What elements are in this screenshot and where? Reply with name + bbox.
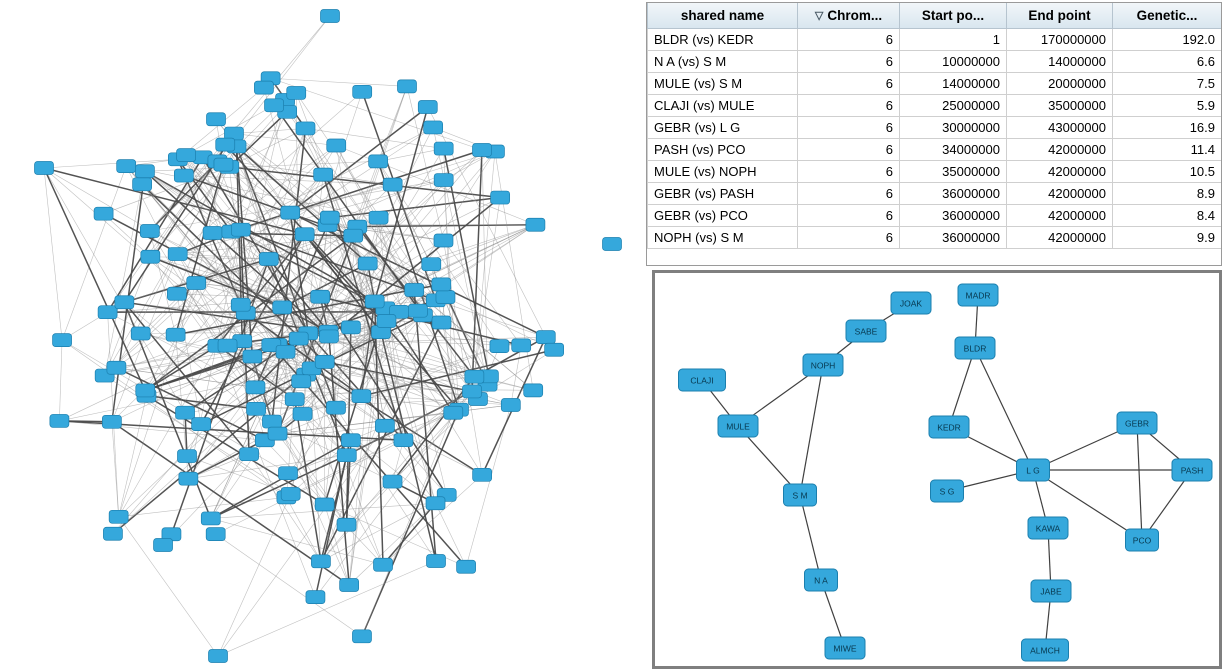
table-row[interactable] — [648, 117, 1222, 139]
network-canvas-subgraph[interactable] — [655, 273, 1219, 666]
network-node[interactable] — [501, 398, 520, 411]
network-node[interactable] — [53, 334, 72, 347]
network-node[interactable] — [140, 224, 159, 237]
network-node[interactable] — [536, 331, 555, 344]
network-node[interactable] — [192, 418, 211, 431]
network-node[interactable] — [176, 406, 195, 419]
network-node[interactable] — [426, 497, 445, 510]
table-row[interactable] — [648, 139, 1222, 161]
network-node[interactable] — [311, 290, 330, 303]
subgraph-node[interactable] — [1031, 580, 1071, 602]
network-node[interactable] — [545, 343, 564, 356]
subgraph-node-label: KEDR — [937, 422, 961, 433]
network-node[interactable] — [306, 591, 325, 604]
subgraph-node[interactable] — [679, 369, 726, 391]
subgraph-node-label: N A — [814, 575, 828, 586]
table-cell-genetic: 5.9 — [1113, 95, 1222, 117]
table-cell-genetic: 10.5 — [1113, 161, 1222, 183]
column-header-chromosome[interactable] — [798, 3, 900, 29]
network-node[interactable] — [174, 169, 193, 182]
network-node[interactable] — [352, 390, 371, 403]
network-edge[interactable] — [218, 561, 436, 656]
subgraph-node[interactable] — [1172, 459, 1212, 481]
table-cell-genetic: 8.9 — [1113, 183, 1222, 205]
network-node[interactable] — [457, 560, 476, 573]
network-node[interactable] — [246, 381, 265, 394]
network-node[interactable] — [490, 340, 509, 353]
network-node[interactable] — [102, 415, 121, 428]
table-cell-chrom: 6 — [798, 95, 900, 117]
network-node[interactable] — [289, 332, 308, 345]
network-node[interactable] — [287, 86, 306, 99]
network-node[interactable] — [281, 206, 300, 219]
table-cell-chrom: 6 — [798, 205, 900, 227]
subgraph-node[interactable] — [1126, 529, 1159, 551]
table-row[interactable] — [648, 183, 1222, 205]
network-node[interactable] — [424, 121, 443, 134]
table-cell-end: 20000000 — [1007, 73, 1113, 95]
table-cell-genetic: 8.4 — [1113, 205, 1222, 227]
table-cell-chrom: 6 — [798, 117, 900, 139]
table-cell-genetic: 9.9 — [1113, 227, 1222, 249]
subgraph-node-label: MADR — [965, 290, 991, 301]
subgraph-node[interactable] — [1022, 639, 1069, 661]
table-cell-chrom: 6 — [798, 29, 900, 51]
network-edge[interactable] — [445, 297, 488, 376]
table-cell-name: MULE (vs) NOPH — [648, 161, 798, 183]
network-node[interactable] — [369, 155, 388, 168]
table-cell-end: 42000000 — [1007, 161, 1113, 183]
table-cell-genetic: 16.9 — [1113, 117, 1222, 139]
network-node[interactable] — [35, 162, 54, 175]
table-cell-genetic: 6.6 — [1113, 51, 1222, 73]
network-node[interactable] — [154, 538, 173, 551]
table-row[interactable] — [648, 227, 1222, 249]
network-node[interactable] — [321, 10, 340, 23]
table-row[interactable] — [648, 95, 1222, 117]
table-cell-genetic: 7.5 — [1113, 73, 1222, 95]
table-cell-end: 42000000 — [1007, 227, 1113, 249]
subgraph-edge[interactable] — [800, 495, 821, 580]
column-header-end-point-label: End point — [1028, 8, 1091, 23]
table-cell-chrom: 6 — [798, 51, 900, 73]
network-node[interactable] — [214, 158, 233, 171]
network-view-subgraph[interactable] — [652, 270, 1222, 669]
subgraph-node[interactable] — [1017, 459, 1050, 481]
results-table-panel[interactable] — [646, 2, 1222, 266]
table-cell-chrom: 6 — [798, 161, 900, 183]
table-cell-name: GEBR (vs) PCO — [648, 205, 798, 227]
network-node[interactable] — [273, 301, 292, 314]
subgraph-node-label: MIWE — [833, 643, 857, 654]
table-cell-name: GEBR (vs) L G — [648, 117, 798, 139]
table-row[interactable] — [648, 205, 1222, 227]
network-node[interactable] — [358, 257, 377, 270]
network-node[interactable] — [337, 518, 356, 531]
column-header-start-point-label: Start po... — [921, 8, 985, 23]
subgraph-node[interactable] — [958, 284, 998, 306]
table-cell-start: 14000000 — [900, 73, 1007, 95]
table-body — [648, 29, 1222, 249]
table-cell-genetic: 192.0 — [1113, 29, 1222, 51]
column-header-genetic-label: Genetic... — [1136, 8, 1198, 23]
network-node[interactable] — [107, 361, 126, 374]
network-node[interactable] — [418, 100, 437, 113]
network-node[interactable] — [422, 258, 441, 271]
network-node[interactable] — [326, 401, 345, 414]
network-node[interactable] — [179, 472, 198, 485]
network-node[interactable] — [327, 139, 346, 152]
subgraph-edges — [702, 295, 1192, 650]
network-node[interactable] — [285, 393, 304, 406]
network-node[interactable] — [115, 296, 134, 309]
network-node[interactable] — [405, 284, 424, 297]
network-edge[interactable] — [44, 168, 62, 340]
network-node[interactable] — [136, 384, 155, 397]
network-node[interactable] — [135, 165, 154, 178]
network-node[interactable] — [254, 81, 273, 94]
subgraph-node[interactable] — [929, 416, 969, 438]
subgraph-node[interactable] — [955, 337, 995, 359]
network-node[interactable] — [365, 295, 384, 308]
network-node[interactable] — [295, 228, 314, 241]
network-edge[interactable] — [466, 405, 511, 567]
network-node[interactable] — [117, 160, 136, 173]
network-node[interactable] — [434, 142, 453, 155]
table-cell-start: 36000000 — [900, 183, 1007, 205]
table-cell-name: BLDR (vs) KEDR — [648, 29, 798, 51]
table-header-row — [648, 3, 1222, 29]
table-cell-start: 35000000 — [900, 161, 1007, 183]
network-node[interactable] — [178, 450, 197, 463]
network-node[interactable] — [397, 80, 416, 93]
network-node[interactable] — [394, 434, 413, 447]
network-node[interactable] — [524, 384, 543, 397]
network-node[interactable] — [216, 138, 235, 151]
column-header-start-point[interactable] — [900, 3, 1007, 29]
network-node[interactable] — [50, 414, 69, 427]
table-cell-end: 14000000 — [1007, 51, 1113, 73]
network-node[interactable] — [436, 291, 455, 304]
network-node[interactable] — [247, 402, 266, 415]
table-cell-start: 36000000 — [900, 227, 1007, 249]
network-edge[interactable] — [234, 134, 336, 146]
network-node[interactable] — [240, 448, 259, 461]
table-cell-end: 35000000 — [1007, 95, 1113, 117]
network-node[interactable] — [209, 650, 228, 663]
subgraph-node[interactable] — [825, 637, 865, 659]
network-edge[interactable] — [44, 159, 178, 168]
network-node[interactable] — [131, 327, 150, 340]
subgraph-node[interactable] — [846, 320, 886, 342]
network-node[interactable] — [353, 85, 372, 98]
table-cell-end: 170000000 — [1007, 29, 1113, 51]
network-edge[interactable] — [59, 421, 277, 434]
column-header-chromosome-label: Chrom... — [827, 8, 883, 23]
network-node[interactable] — [262, 415, 281, 428]
network-node[interactable] — [314, 168, 333, 181]
network-edge[interactable] — [218, 494, 291, 656]
network-node[interactable] — [432, 278, 451, 291]
table-cell-start: 25000000 — [900, 95, 1007, 117]
subgraph-node[interactable] — [805, 569, 838, 591]
network-node[interactable] — [377, 315, 396, 328]
network-node[interactable] — [444, 406, 463, 419]
network-node[interactable] — [319, 330, 338, 343]
network-node[interactable] — [98, 306, 117, 319]
network-node[interactable] — [374, 558, 393, 571]
network-node[interactable] — [201, 512, 220, 525]
network-node[interactable] — [491, 191, 510, 204]
network-node[interactable] — [206, 528, 225, 541]
network-node[interactable] — [281, 487, 300, 500]
table-cell-chrom: 6 — [798, 227, 900, 249]
table-cell-chrom: 6 — [798, 183, 900, 205]
table-cell-start: 1 — [900, 29, 1007, 51]
network-node[interactable] — [231, 223, 250, 236]
table-cell-start: 30000000 — [900, 117, 1007, 139]
subgraph-edge[interactable] — [975, 348, 1033, 470]
network-node[interactable] — [231, 298, 250, 311]
network-node[interactable] — [337, 449, 356, 462]
subgraph-node-label: L G — [1026, 465, 1040, 476]
network-node[interactable] — [315, 498, 334, 511]
network-node[interactable] — [166, 328, 185, 341]
network-node[interactable] — [268, 427, 287, 440]
table-row[interactable] — [648, 161, 1222, 183]
network-node[interactable] — [141, 250, 160, 263]
network-node[interactable] — [315, 355, 334, 368]
network-node[interactable] — [109, 510, 128, 523]
network-node[interactable] — [259, 253, 278, 266]
network-node[interactable] — [311, 555, 330, 568]
subgraph-node[interactable] — [718, 415, 758, 437]
network-edge[interactable] — [349, 503, 435, 585]
subgraph-node-label: GEBR — [1124, 418, 1150, 429]
subgraph-node-label: JABE — [1040, 586, 1062, 597]
network-node[interactable] — [133, 178, 152, 191]
column-header-shared-name-label: shared name — [680, 8, 765, 23]
subgraph-node-label: PCO — [1132, 535, 1152, 546]
network-node[interactable] — [341, 434, 360, 447]
column-header-genetic[interactable] — [1113, 3, 1222, 29]
network-node[interactable] — [462, 385, 481, 398]
subgraph-node-label: KAWA — [1035, 523, 1061, 534]
network-node[interactable] — [187, 276, 206, 289]
network-node[interactable] — [218, 339, 237, 352]
network-node[interactable] — [177, 149, 196, 162]
table-cell-chrom: 6 — [798, 139, 900, 161]
network-node[interactable] — [203, 226, 222, 239]
table-cell-end: 42000000 — [1007, 205, 1113, 227]
network-node[interactable] — [344, 229, 363, 242]
network-node[interactable] — [473, 144, 492, 157]
network-node[interactable] — [320, 211, 339, 224]
network-node[interactable] — [434, 174, 453, 187]
subgraph-node[interactable] — [1028, 517, 1068, 539]
network-node[interactable] — [383, 475, 402, 488]
network-edge[interactable] — [378, 86, 407, 161]
network-node[interactable] — [296, 122, 315, 135]
network-node[interactable] — [341, 321, 360, 334]
network-node[interactable] — [265, 99, 284, 112]
subgraph-node-label: BLDR — [963, 343, 987, 354]
table-cell-end: 42000000 — [1007, 183, 1113, 205]
subgraph-node-label: S G — [939, 486, 955, 497]
network-node[interactable] — [526, 218, 545, 231]
network-node[interactable] — [603, 238, 622, 251]
subgraph-node-label: S M — [792, 490, 808, 501]
subgraph-node[interactable] — [803, 354, 843, 376]
network-node[interactable] — [243, 350, 262, 363]
subgraph-node-label: CLAJI — [690, 375, 714, 386]
subgraph-edge[interactable] — [949, 348, 975, 427]
table-cell-start: 36000000 — [900, 205, 1007, 227]
network-node[interactable] — [278, 467, 297, 480]
table-cell-name: NOPH (vs) S M — [648, 227, 798, 249]
network-node[interactable] — [512, 339, 531, 352]
table-cell-start: 34000000 — [900, 139, 1007, 161]
network-node[interactable] — [168, 248, 187, 261]
table-cell-name: GEBR (vs) PASH — [648, 183, 798, 205]
table-cell-name: CLAJI (vs) MULE — [648, 95, 798, 117]
subgraph-node[interactable] — [891, 292, 931, 314]
subgraph-node[interactable] — [931, 480, 964, 502]
network-node[interactable] — [408, 304, 427, 317]
network-edge[interactable] — [59, 340, 62, 421]
network-node[interactable] — [427, 554, 446, 567]
network-node[interactable] — [473, 468, 492, 481]
network-node[interactable] — [432, 316, 451, 329]
network-edge[interactable] — [305, 128, 443, 148]
subgraph-edge[interactable] — [1137, 423, 1142, 540]
table-row[interactable] — [648, 51, 1222, 73]
subgraph-node[interactable] — [784, 484, 817, 506]
subgraph-edge[interactable] — [800, 365, 823, 495]
table-cell-end: 42000000 — [1007, 139, 1113, 161]
network-node[interactable] — [292, 375, 311, 388]
network-edge[interactable] — [119, 396, 147, 517]
table-cell-start: 10000000 — [900, 51, 1007, 73]
network-node[interactable] — [293, 407, 312, 420]
subgraph-node-label: PASH — [1180, 465, 1204, 476]
network-node[interactable] — [465, 370, 484, 383]
column-header-shared-name[interactable] — [648, 3, 798, 29]
subgraph-node-label: NOPH — [810, 360, 836, 371]
network-node[interactable] — [340, 579, 359, 592]
network-node[interactable] — [103, 527, 122, 540]
table-row[interactable] — [648, 29, 1222, 51]
network-node[interactable] — [383, 178, 402, 191]
subgraph-node-label: SABE — [854, 326, 878, 337]
network-node[interactable] — [94, 207, 113, 220]
subgraph-node-label: MULE — [726, 421, 750, 432]
network-node[interactable] — [352, 630, 371, 643]
results-table — [647, 3, 1222, 249]
subgraph-node[interactable] — [1117, 412, 1157, 434]
subgraph-node-label: JOAK — [899, 298, 923, 309]
table-cell-genetic: 11.4 — [1113, 139, 1222, 161]
column-header-end-point[interactable] — [1007, 3, 1113, 29]
table-cell-name: N A (vs) S M — [648, 51, 798, 73]
table-cell-name: PASH (vs) PCO — [648, 139, 798, 161]
network-node[interactable] — [276, 345, 295, 358]
network-node[interactable] — [375, 419, 394, 432]
subgraph-node-label: ALMCH — [1030, 645, 1060, 656]
network-node[interactable] — [167, 287, 186, 300]
table-row[interactable] — [648, 73, 1222, 95]
network-node[interactable] — [207, 113, 226, 126]
table-cell-end: 43000000 — [1007, 117, 1113, 139]
network-node[interactable] — [369, 211, 388, 224]
table-cell-name: MULE (vs) S M — [648, 73, 798, 95]
filter-icon[interactable]: ▽ — [814, 10, 824, 22]
table-cell-chrom: 6 — [798, 73, 900, 95]
network-node[interactable] — [434, 234, 453, 247]
subgraph-nodes — [679, 284, 1213, 661]
